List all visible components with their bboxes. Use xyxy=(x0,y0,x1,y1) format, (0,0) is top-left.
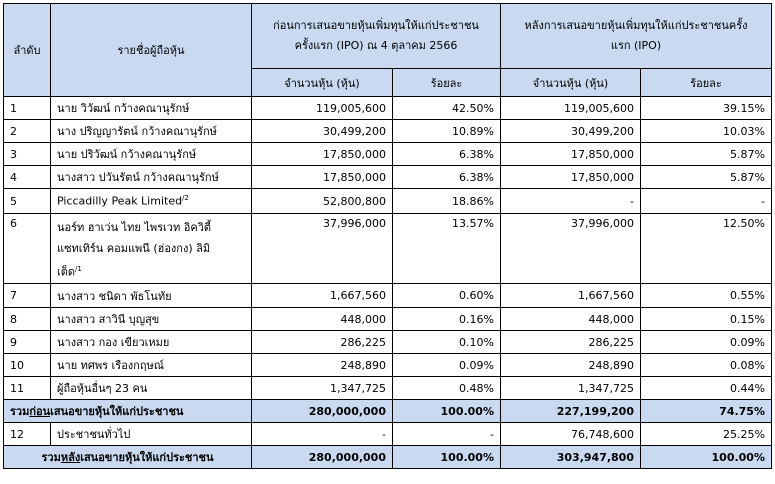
row-no: 5 xyxy=(4,189,51,214)
shareholder-table xyxy=(3,3,772,469)
row-pct-before: 0.09% xyxy=(393,354,501,377)
row-name xyxy=(51,214,252,284)
row-name: ประชาชนทั่วไป xyxy=(51,423,252,446)
row-pct-before: - xyxy=(393,423,501,446)
row-shares-before: 17,850,000 xyxy=(252,166,393,189)
row-shares-before: 448,000 xyxy=(252,308,393,331)
row-no: 12 xyxy=(4,423,51,446)
subtotal-label-underlined: ก่อน xyxy=(29,405,51,418)
total-label-post: เสนอขายหุ้นให้แก่ประชาชน xyxy=(80,451,214,464)
total-label-underlined: หลัง xyxy=(60,451,81,464)
row-shares-after: 1,667,560 xyxy=(501,284,641,308)
row-shares-before: - xyxy=(252,423,393,446)
row-no: 9 xyxy=(4,331,51,354)
row-pct-before: 42.50% xyxy=(393,97,501,120)
table-row xyxy=(4,120,772,143)
row-pct-before: 6.38% xyxy=(393,143,501,166)
subtotal-pct-before: 100.00% xyxy=(393,400,501,423)
header-after-line1: หลังการเสนอขายหุ้นเพิ่มทุนให้แก่ประชาชนครั้ง xyxy=(524,19,748,32)
row-shares-before: 286,225 xyxy=(252,331,393,354)
subtotal-label-pre: รวม xyxy=(10,405,30,418)
row-pct-before: 0.10% xyxy=(393,331,501,354)
row-shares-before: 119,005,600 xyxy=(252,97,393,120)
subtotal-row xyxy=(4,400,772,423)
row-no: 4 xyxy=(4,166,51,189)
row-pct-after: 5.87% xyxy=(641,143,772,166)
total-pct-before: 100.00% xyxy=(393,446,501,469)
row-shares-before: 17,850,000 xyxy=(252,143,393,166)
row-pct-after: 10.03% xyxy=(641,120,772,143)
table-row xyxy=(4,166,772,189)
row-name: นางสาว ชนิดา พัธโนทัย xyxy=(51,284,252,308)
row-name xyxy=(51,189,252,214)
table-row xyxy=(4,214,772,284)
row-shares-before: 52,800,800 xyxy=(252,189,393,214)
header-no: ลำดับ xyxy=(4,4,51,97)
total-label xyxy=(4,446,252,469)
row-no: 6 xyxy=(4,214,51,284)
table-row xyxy=(4,331,772,354)
subtotal-label-post: เสนอขายหุ้นให้แก่ประชาชน xyxy=(50,405,184,418)
total-label-pre: รวม xyxy=(41,451,61,464)
row-name: นาง ปริญญารัตน์ กว้างคณานุรักษ์ xyxy=(51,120,252,143)
row-name-line3: เต็ด xyxy=(57,265,76,279)
row-no: 3 xyxy=(4,143,51,166)
total-pct-after: 100.00% xyxy=(641,446,772,469)
row-pct-after: - xyxy=(641,189,772,214)
row-shares-before: 1,347,725 xyxy=(252,377,393,400)
row-shares-after: - xyxy=(501,189,641,214)
row-name-text: Piccadilly Peak Limited xyxy=(57,194,183,208)
table-row xyxy=(4,423,772,446)
row-shares-before: 248,890 xyxy=(252,354,393,377)
table-row xyxy=(4,354,772,377)
row-pct-before: 0.48% xyxy=(393,377,501,400)
row-shares-after: 248,890 xyxy=(501,354,641,377)
row-no: 1 xyxy=(4,97,51,120)
row-no: 10 xyxy=(4,354,51,377)
footnote-marker: /1 xyxy=(75,265,82,273)
row-no: 11 xyxy=(4,377,51,400)
row-name: นาย ปริวัฒน์ กว้างคณานุรักษ์ xyxy=(51,143,252,166)
table-row xyxy=(4,189,772,214)
row-pct-before: 10.89% xyxy=(393,120,501,143)
row-pct-before: 13.57% xyxy=(393,214,501,284)
subheader-shares-after: จำนวนหุ้น (หุ้น) xyxy=(501,69,641,97)
subtotal-pct-after: 74.75% xyxy=(641,400,772,423)
subtotal-shares-after: 227,199,200 xyxy=(501,400,641,423)
header-after-ipo xyxy=(501,4,772,69)
table-row xyxy=(4,284,772,308)
row-shares-after: 119,005,600 xyxy=(501,97,641,120)
subtotal-label xyxy=(4,400,252,423)
row-name: นางสาว กอง เขียวเหมย xyxy=(51,331,252,354)
row-shares-after: 17,850,000 xyxy=(501,143,641,166)
table-row xyxy=(4,308,772,331)
row-shares-after: 17,850,000 xyxy=(501,166,641,189)
table-row xyxy=(4,97,772,120)
subheader-shares-before: จำนวนหุ้น (หุ้น) xyxy=(252,69,393,97)
row-shares-after: 286,225 xyxy=(501,331,641,354)
row-name: นาย วิวัฒน์ กว้างคณานุรักษ์ xyxy=(51,97,252,120)
row-no: 2 xyxy=(4,120,51,143)
header-before-line2: ครั้งแรก (IPO) ณ 4 ตุลาคม 2566 xyxy=(294,39,458,52)
row-shares-before: 37,996,000 xyxy=(252,214,393,284)
row-no: 7 xyxy=(4,284,51,308)
row-pct-after: 25.25% xyxy=(641,423,772,446)
subheader-pct-before: ร้อยละ xyxy=(393,69,501,97)
row-name: นางสาว สาวินี บุญสุข xyxy=(51,308,252,331)
header-before-ipo xyxy=(252,4,501,69)
header-after-line2: แรก (IPO) xyxy=(610,39,662,52)
table-row xyxy=(4,377,772,400)
row-pct-before: 6.38% xyxy=(393,166,501,189)
row-shares-after: 1,347,725 xyxy=(501,377,641,400)
row-no: 8 xyxy=(4,308,51,331)
row-pct-after: 0.08% xyxy=(641,354,772,377)
row-name: นางสาว ปวันรัตน์ กว้างคณานุรักษ์ xyxy=(51,166,252,189)
row-name: นาย ทศพร เรืองกฤษณ์ xyxy=(51,354,252,377)
header-before-line1: ก่อนการเสนอขายหุ้นเพิ่มทุนให้แก่ประชาชน xyxy=(273,19,479,32)
row-shares-after: 30,499,200 xyxy=(501,120,641,143)
row-shares-before: 1,667,560 xyxy=(252,284,393,308)
row-pct-before: 0.16% xyxy=(393,308,501,331)
row-pct-after: 5.87% xyxy=(641,166,772,189)
row-pct-after: 0.09% xyxy=(641,331,772,354)
row-name: ผู้ถือหุ้นอื่นๆ 23 คน xyxy=(51,377,252,400)
total-shares-after: 303,947,800 xyxy=(501,446,641,469)
row-name-line2: แซทเทิร์น คอมแพนี (ฮ่องกง) ลิมิ xyxy=(57,242,211,255)
row-name-line1: นอร์ท ฮาเว่น ไทย ไพรเวท อิควิตี้ xyxy=(57,221,212,234)
row-pct-after: 0.55% xyxy=(641,284,772,308)
row-pct-after: 39.15% xyxy=(641,97,772,120)
row-pct-before: 0.60% xyxy=(393,284,501,308)
row-pct-after: 12.50% xyxy=(641,214,772,284)
footnote-marker: /2 xyxy=(182,194,189,203)
row-pct-after: 0.44% xyxy=(641,377,772,400)
subtotal-shares-before: 280,000,000 xyxy=(252,400,393,423)
total-shares-before: 280,000,000 xyxy=(252,446,393,469)
subheader-pct-after: ร้อยละ xyxy=(641,69,772,97)
row-shares-before: 30,499,200 xyxy=(252,120,393,143)
row-shares-after: 37,996,000 xyxy=(501,214,641,284)
total-row xyxy=(4,446,772,469)
header-name: รายชื่อผู้ถือหุ้น xyxy=(51,4,252,97)
row-pct-after: 0.15% xyxy=(641,308,772,331)
table-row xyxy=(4,143,772,166)
row-shares-after: 76,748,600 xyxy=(501,423,641,446)
row-pct-before: 18.86% xyxy=(393,189,501,214)
row-shares-after: 448,000 xyxy=(501,308,641,331)
